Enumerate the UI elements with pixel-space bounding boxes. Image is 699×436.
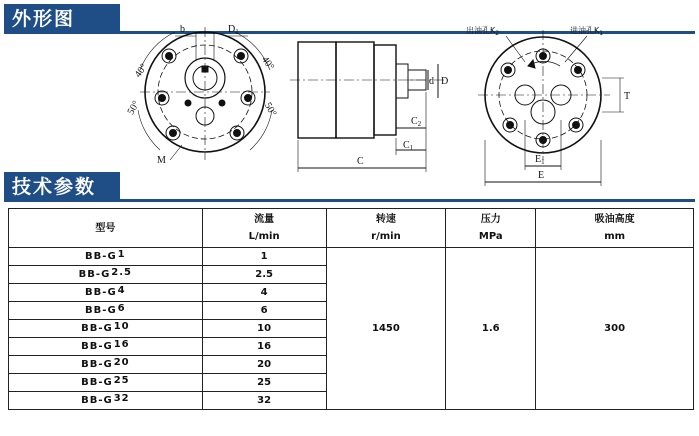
header-flow: 流量 L/min xyxy=(202,209,326,248)
label-e1: $E_1$ xyxy=(535,154,545,166)
flow-cell: 6 xyxy=(202,302,326,320)
spec-table xyxy=(8,208,694,410)
label-angle-40-right: 40° xyxy=(259,54,277,73)
speed-cell: 1450 xyxy=(326,248,446,410)
model-cell: $BB-G^{10}$ xyxy=(9,320,203,338)
label-e: E xyxy=(538,170,545,181)
spec-section-rule xyxy=(4,199,695,202)
model-cell: $BB-G^{32}$ xyxy=(9,392,203,410)
spec-section-title: 技术参数 xyxy=(4,172,120,202)
pressure-cell: 1.6 xyxy=(446,248,536,410)
label-angle-50-right: 50° xyxy=(261,100,279,119)
header-suction-height: 吸油高度 mm xyxy=(536,209,694,248)
label-m: M xyxy=(157,155,166,166)
header-speed: 转速 r/min xyxy=(326,209,446,248)
label-d1: $D_1$ xyxy=(228,24,239,36)
suction-cell: 300 xyxy=(536,248,694,410)
label-angle-50-left: 50° xyxy=(125,99,143,117)
flow-cell: 32 xyxy=(202,392,326,410)
model-cell: $BB-G^4$ xyxy=(9,284,203,302)
label-t: T xyxy=(624,91,631,102)
label-outlet-port: 出油孔$K_2$ xyxy=(466,26,500,37)
model-cell: $BB-G^1$ xyxy=(9,248,203,266)
header-model: 型号 xyxy=(9,209,203,248)
model-cell: $BB-G^{2.5}$ xyxy=(9,266,203,284)
flow-cell: 16 xyxy=(202,338,326,356)
flow-cell: 2.5 xyxy=(202,266,326,284)
label-c2: $C_2$ xyxy=(411,116,422,128)
label-angle-40-left: 40° xyxy=(132,61,150,80)
model-cell: $BB-G^{25}$ xyxy=(9,374,203,392)
side-view xyxy=(290,42,448,172)
outline-section-title: 外形图 xyxy=(4,4,120,34)
model-cell: $BB-G^{16}$ xyxy=(9,338,203,356)
rear-view xyxy=(478,30,624,186)
flow-cell: 4 xyxy=(202,284,326,302)
label-b: b xyxy=(180,24,185,35)
table-row xyxy=(9,248,694,266)
label-c: C xyxy=(357,156,364,167)
label-d-big: D xyxy=(441,76,449,87)
model-cell: $BB-G^6$ xyxy=(9,302,203,320)
label-inlet-port: 进油孔$K_1$ xyxy=(570,26,604,37)
front-view xyxy=(138,27,272,160)
flow-cell: 10 xyxy=(202,320,326,338)
model-cell: $BB-G^{20}$ xyxy=(9,356,203,374)
spec-header-row xyxy=(9,209,694,248)
label-d-small: d xyxy=(429,76,434,87)
header-pressure: 压力 MPa xyxy=(446,209,536,248)
flow-cell: 1 xyxy=(202,248,326,266)
flow-cell: 25 xyxy=(202,374,326,392)
label-c1: $C_1$ xyxy=(403,140,414,152)
flow-cell: 20 xyxy=(202,356,326,374)
